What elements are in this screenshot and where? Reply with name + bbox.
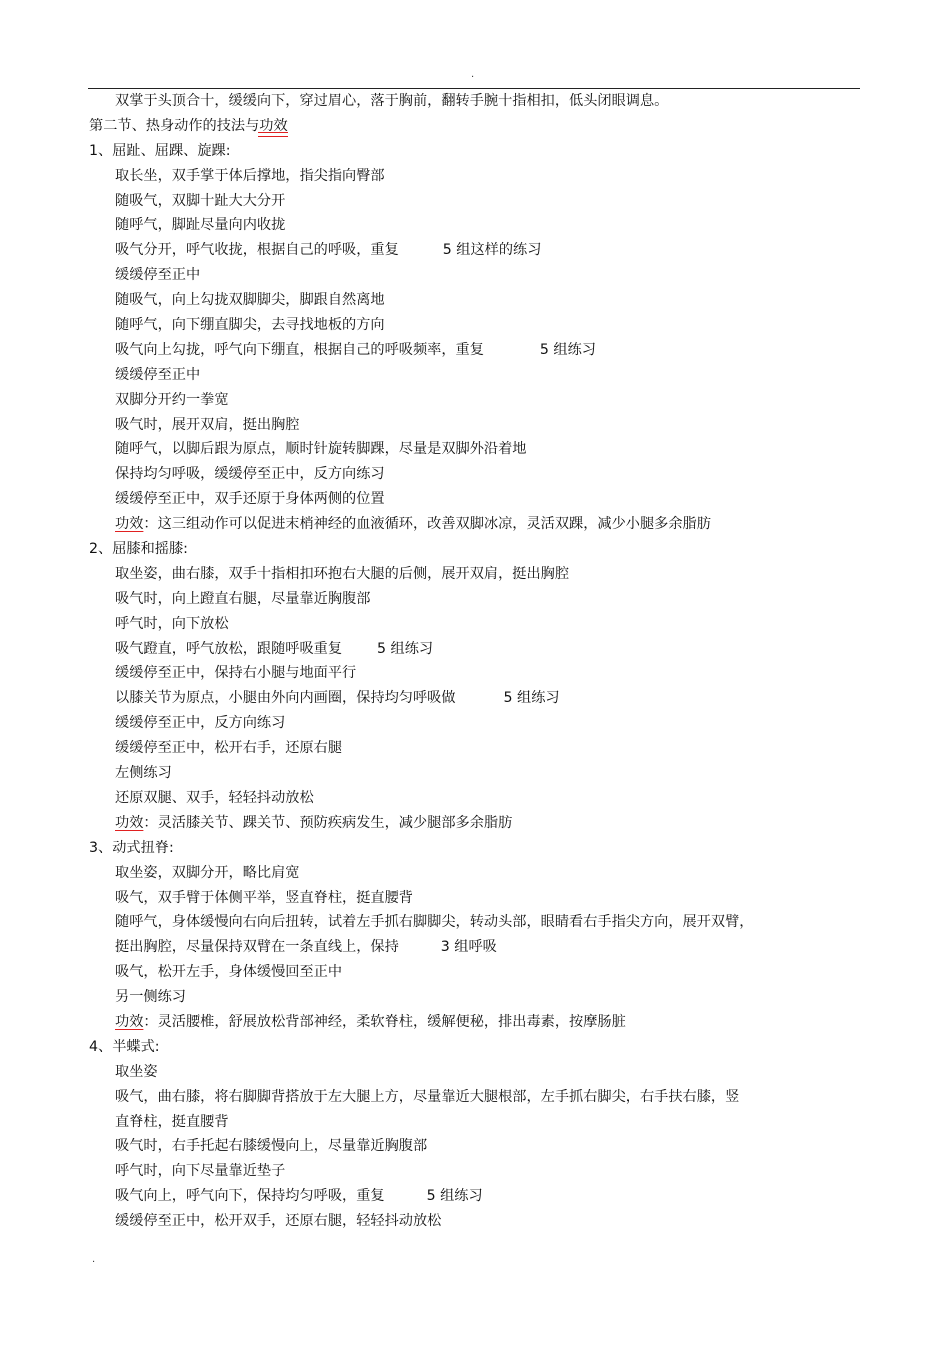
body-line <box>0 661 950 686</box>
line-text: 缓缓停至正中 <box>115 366 201 383</box>
line-text: 1、屈趾、屈踝、旋踝: <box>89 142 231 159</box>
body-line <box>0 637 950 662</box>
line-text: 随吸气，向上勾拢双脚脚尖，脚跟自然离地 <box>115 292 385 309</box>
line-text: ：灵活膝关节、踝关节、预防疾病发生，减少腿部多余脂肪 <box>143 814 513 831</box>
body-line <box>0 686 950 711</box>
line-text: 左侧练习 <box>115 765 172 782</box>
line-text: 缓缓停至正中 <box>115 267 201 284</box>
line-text: 挺出胸腔，尽量保持双臂在一条直线上，保持 <box>115 939 399 956</box>
line-text: 取坐姿，曲右膝，双手十指相扣环抱右大腿的后侧，展开双肩，挺出胸腔 <box>115 565 570 582</box>
body-line <box>0 189 950 214</box>
line-text: 2、屈膝和摇膝: <box>89 541 188 558</box>
line-text: 直脊柱，挺直腰背 <box>115 1113 229 1130</box>
line-text: 还原双腿、双手，轻轻抖动放松 <box>115 789 314 806</box>
body-line <box>0 413 950 438</box>
body-line <box>0 1010 950 1035</box>
effect-label: 功效 <box>115 814 144 831</box>
line-text: 缓缓停至正中，双手还原于身体两侧的位置 <box>115 491 385 508</box>
line-text: 双脚分开约一拳宽 <box>115 391 229 408</box>
line-text: 取坐姿，双脚分开，略比肩宽 <box>115 864 300 881</box>
effect-label: 功效 <box>115 1013 144 1030</box>
body-line <box>0 1085 950 1110</box>
header-mark: . <box>471 69 475 80</box>
line-tail: 5 组练习 <box>377 640 434 657</box>
line-text: 随呼气，以脚后跟为原点，顺时针旋转脚踝，尽量是双脚外沿着地 <box>115 441 527 458</box>
line-text: 吸气时，右手托起右膝缓慢向上，尽量靠近胸腹部 <box>115 1138 428 1155</box>
body-line <box>0 811 950 836</box>
line-text: 缓缓停至正中，松开右手，还原右腿 <box>115 740 343 757</box>
section-heading <box>0 537 950 562</box>
section-heading <box>0 114 950 139</box>
line-text: 呼气时，向下尽量靠近垫子 <box>115 1163 286 1180</box>
body-line <box>0 935 950 960</box>
body-line <box>0 388 950 413</box>
body-line <box>0 338 950 363</box>
body-line <box>0 612 950 637</box>
line-text: 以膝关节为原点，小腿由外向内画圈，保持均匀呼吸做 <box>115 690 456 707</box>
line-text: 另一侧练习 <box>115 989 186 1006</box>
body-line <box>0 512 950 537</box>
line-text: 随呼气，脚趾尽量向内收拢 <box>115 217 286 234</box>
line-text: 吸气，双手臂于体侧平举，竖直脊柱，挺直腰背 <box>115 889 413 906</box>
body-line <box>0 960 950 985</box>
body-line <box>0 1060 950 1085</box>
body-line <box>0 786 950 811</box>
body-line <box>0 363 950 388</box>
body-line <box>0 1110 950 1135</box>
line-text: 缓缓停至正中，反方向练习 <box>115 715 286 732</box>
line-tail: 5 组这样的练习 <box>442 242 542 259</box>
line-text: 缓缓停至正中，保持右小腿与地面平行 <box>115 665 357 682</box>
line-text: ：灵活腰椎，舒展放松背部神经，柔软脊柱，缓解便秘，排出毒素，按摩肠脏 <box>143 1013 626 1030</box>
line-text: 取长坐，双手掌于体后撑地，指尖指向臀部 <box>115 167 385 184</box>
effect-label: 功效 <box>115 516 144 533</box>
line-text: 4、半蝶式: <box>89 1038 160 1055</box>
line-tail: 3 组呼吸 <box>440 939 497 956</box>
line-text: 吸气，曲右膝，将右脚脚背搭放于左大腿上方，尽量靠近大腿根部，左手抓右脚尖，右手扶右膝，竖 <box>115 1088 740 1105</box>
body-line <box>0 1159 950 1184</box>
line-text: 第二节、热身动作的技法与功效 <box>89 117 288 134</box>
body-line <box>0 263 950 288</box>
line-text: 3、动式扭脊: <box>89 839 174 856</box>
line-tail: 5 组练习 <box>503 690 560 707</box>
body-line <box>0 89 950 114</box>
line-text: 随呼气，向下绷直脚尖，去寻找地板的方向 <box>115 317 385 334</box>
line-text: 吸气时，向上蹬直右腿，尽量靠近胸腹部 <box>115 590 371 607</box>
body-line <box>0 736 950 761</box>
line-text: 吸气蹬直，呼气放松，跟随呼吸重复 <box>115 640 343 657</box>
line-text: 取坐姿 <box>115 1063 158 1080</box>
body-line <box>0 213 950 238</box>
line-tail: 5 组练习 <box>426 1188 483 1205</box>
line-text: 吸气分开，呼气收拢，根据自己的呼吸，重复 <box>115 242 399 259</box>
line-text: 保持均匀呼吸，缓缓停至正中，反方向练习 <box>115 466 385 483</box>
body-line <box>0 861 950 886</box>
section-heading <box>0 139 950 164</box>
line-text: 吸气向上勾拢，呼气向下绷直，根据自己的呼吸频率，重复 <box>115 341 484 358</box>
body-line <box>0 985 950 1010</box>
line-text: 吸气时，展开双肩，挺出胸腔 <box>115 416 300 433</box>
line-text: ：这三组动作可以促进末梢神经的血液循环，改善双脚冰凉，灵活双踝，减少小腿多余脂肪 <box>143 516 711 533</box>
section-heading <box>0 836 950 861</box>
line-text: 吸气，松开左手，身体缓慢回至正中 <box>115 964 343 981</box>
line-text: 随呼气，身体缓慢向右向后扭转，试着左手抓右脚脚尖，转动头部，眼睛看右手指尖方向，展开双臂， <box>115 914 754 931</box>
body-line <box>0 1184 950 1209</box>
body-line <box>0 462 950 487</box>
body-line <box>0 164 950 189</box>
body-line <box>0 886 950 911</box>
body-line <box>0 1134 950 1159</box>
body-line <box>0 761 950 786</box>
body-line <box>0 487 950 512</box>
body-line <box>0 437 950 462</box>
body-line <box>0 562 950 587</box>
line-text: 双掌于头顶合十，缓缓向下，穿过眉心，落于胸前，翻转手腕十指相扣，低头闭眼调息。 <box>115 93 669 109</box>
body-line <box>0 288 950 313</box>
body-line <box>0 711 950 736</box>
document-body <box>0 89 950 1234</box>
section-heading <box>0 1035 950 1060</box>
line-text: 缓缓停至正中，松开双手，还原右腿，轻轻抖动放松 <box>115 1213 442 1230</box>
line-text: 呼气时，向下放松 <box>115 615 229 632</box>
line-tail: 5 组练习 <box>539 341 596 358</box>
line-text: 随吸气，双脚十趾大大分开 <box>115 192 286 209</box>
body-line <box>0 587 950 612</box>
body-line <box>0 238 950 263</box>
double-underline-mark <box>258 132 288 137</box>
body-line <box>0 1209 950 1234</box>
body-line <box>0 910 950 935</box>
footer-mark: . <box>92 1254 96 1265</box>
body-line <box>0 313 950 338</box>
line-text: 吸气向上，呼气向下，保持均匀呼吸，重复 <box>115 1188 385 1205</box>
